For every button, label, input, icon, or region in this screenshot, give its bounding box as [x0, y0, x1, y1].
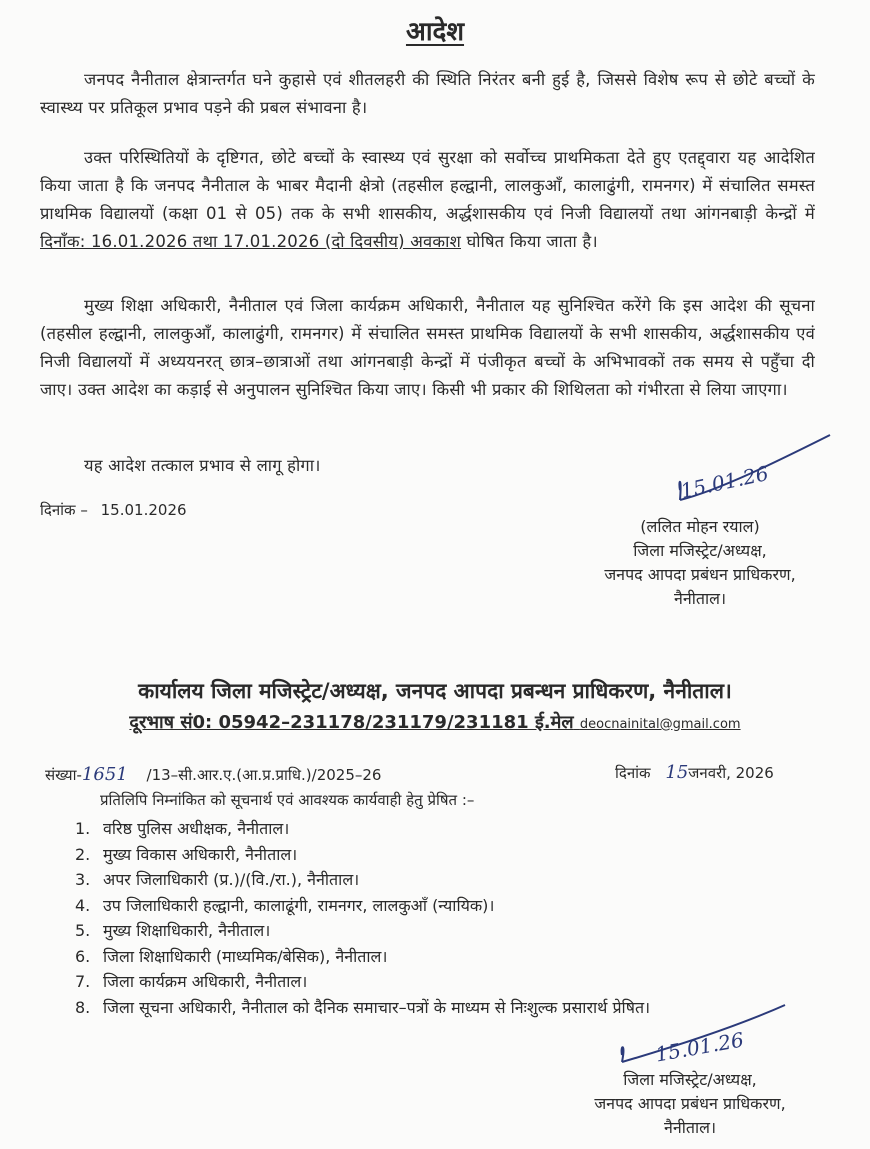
- reference-suffix: /13–सी.आर.ए.(आ.प्र.प्राधि.)/2025–26: [146, 766, 382, 784]
- paragraph-text: घोषित किया जाता है।: [461, 232, 598, 251]
- item-text: मुख्य शिक्षाधिकारी, नैनीताल।: [103, 921, 271, 940]
- order-title: आदेश: [405, 17, 465, 47]
- item-text: वरिष्ठ पुलिस अधीक्षक, नैनीताल।: [103, 819, 290, 838]
- date-value: 15.01.2026: [100, 501, 187, 519]
- handwritten-date: 15.01.26: [653, 1027, 746, 1067]
- item-text: जिला शिक्षाधिकारी (माध्यमिक/बेसिक), नैनीताल।: [103, 946, 388, 966]
- order-paragraph-2: [40, 144, 815, 256]
- item-number: 2.: [75, 844, 91, 864]
- signature-block: [570, 515, 830, 611]
- endorsement-date: [615, 762, 774, 783]
- list-item: [75, 867, 650, 893]
- holiday-dates-highlight: दिनाँक: 16.01.2026 तथा 17.01.2026 (दो दिवसीय) अवकाश: [40, 232, 461, 251]
- signatory-designation: जिला मजिस्ट्रेट/अध्यक्ष,: [633, 541, 767, 560]
- item-number: 8.: [75, 997, 91, 1017]
- item-number: 5.: [75, 921, 91, 940]
- office-contact: [0, 710, 870, 734]
- signatory-authority: जनपद आपदा प्रबंधन प्राधिकरण,: [594, 1094, 786, 1113]
- item-number: 3.: [75, 870, 91, 889]
- item-text: अपर जिलाधिकारी (प्र.)/(वि./रा.), नैनीताल।: [103, 870, 360, 889]
- list-item: [75, 893, 650, 919]
- signatory-place: नैनीताल।: [663, 1118, 717, 1137]
- list-item: [75, 995, 650, 1021]
- item-text: जिला कार्यक्रम अधिकारी, नैनीताल।: [103, 972, 308, 991]
- paragraph-text: उक्त परिस्थितियों के दृष्टिगत, छोटे बच्चों के स्वास्थ्य एवं सुरक्षा को सर्वोच्च प्राथमिकता देते हुए एतद्द्वारा यह आदेशित किया जाता है कि जनपद नैनीताल के भाबर मैदानी क्षेत्रो (तहसील हल्द्वानी, लालकुऑं, कालाढुंगी, रामनगर) में संचालित समस्त प्राथमिक विद्यालयों (कक्षा 01 से 05) तक के सभी शासकीय, अर्द्धशासकीय एवं निजी विद्यालयों तथा आंगनबाड़ी केन्द्रों में: [40, 148, 815, 223]
- item-number: 7.: [75, 972, 91, 991]
- handwritten-day: 15: [665, 762, 689, 783]
- date-rest: जनवरी, 2026: [688, 764, 774, 782]
- item-text: मुख्य विकास अधिकारी, नैनीताल।: [103, 844, 298, 864]
- list-item: [75, 816, 650, 842]
- date-label: दिनांक: [615, 764, 651, 782]
- item-text: जिला सूचना अधिकारी, नैनीताल को दैनिक समाचार–पत्रों के माध्यम से निःशुल्क प्रसारार्थ प्रेषित।: [103, 997, 651, 1017]
- reference-number: [45, 764, 381, 785]
- signature-block: [560, 1068, 820, 1140]
- item-text: उप जिलाधिकारी हल्द्वानी, कालाढूंगी, रामनगर, लालकुऑं (न्यायिक)।: [103, 895, 495, 915]
- list-item: [75, 842, 650, 868]
- paragraph-text: मुख्य शिक्षा अधिकारी, नैनीताल एवं जिला कार्यक्रम अधिकारी, नैनीताल यह सुनिश्चित करेंगे कि इस आदेश की सूचना (तहसील हल्द्वानी, लालकुऑं, कालाढुंगी, रामनगर) में संचालित समस्त प्राथमिक विद्यालयों के सभी शासकीय, अर्द्धशासकीय एवं निजी विद्यालयों में अध्ययनरत् छात्र–छात्राओं तथा आंगनबाड़ी केन्द्रों में पंजीकृत बच्चों के अभिभावकों तक समय से पहुँचा दी जाए। उक्त आदेश का कड़ाई से अनुपालन सुनिश्चित किया जाए। किसी भी प्रकार की शिथिलता को गंभीरता से लिया जाएगा।: [40, 296, 815, 399]
- signatory-designation: जिला मजिस्ट्रेट/अध्यक्ष,: [623, 1070, 757, 1089]
- list-item: [75, 944, 650, 970]
- date-label: दिनांक –: [40, 501, 88, 519]
- paragraph-text: जनपद नैनीताल क्षेत्रान्तर्गत घने कुहासे एवं शीतलहरी की स्थिति निरंतर बनी हुई है, जिससे विशेष रूप से छोटे बच्चों के स्वास्थ्य पर प्रतिकूल प्रभाव पड़ने की प्रबल संभावना है।: [40, 70, 815, 117]
- handwritten-date: 15.01.26: [678, 461, 771, 503]
- item-number: 1.: [75, 819, 91, 838]
- order-date: [40, 500, 187, 520]
- signatory-authority: जनपद आपदा प्रबंधन प्राधिकरण,: [604, 565, 796, 584]
- paragraph-text: यह आदेश तत्काल प्रभाव से लागू होगा।: [84, 456, 321, 475]
- recipients-list: [75, 816, 650, 1020]
- handwritten-number: 1651: [81, 764, 128, 785]
- list-item: [75, 918, 650, 944]
- signatory-place: नैनीताल।: [673, 589, 727, 608]
- item-number: 4.: [75, 895, 91, 915]
- item-number: 6.: [75, 946, 91, 966]
- office-heading: कार्यालय जिला मजिस्ट्रेट/अध्यक्ष, जनपद आपदा प्रबन्धन प्राधिकरण, नैनीताल।: [138, 679, 732, 703]
- list-item: [75, 969, 650, 995]
- email-address: deocnainital@gmail.com: [579, 717, 741, 732]
- signatory-name: (ललित मोहन रयाल): [640, 517, 760, 536]
- phone-numbers: दूरभाष सं0: 05942–231178/231179/231181 ई.मेल: [129, 712, 574, 733]
- order-paragraph-3: [40, 292, 815, 404]
- reference-prefix: संख्या-: [45, 766, 82, 784]
- copy-intro: प्रतिलिपि निम्नांकित को सूचनार्थ एवं आवश्यक कार्यवाही हेतु प्रेषित :–: [100, 791, 475, 809]
- order-paragraph-1: [40, 66, 815, 122]
